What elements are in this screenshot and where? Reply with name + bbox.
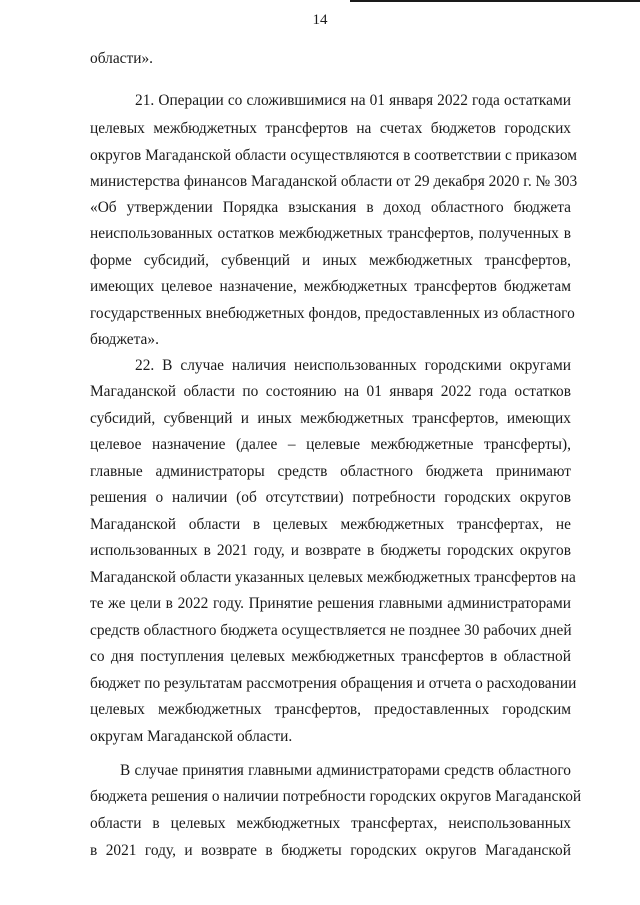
text-line: целевых межбюджетных трансфертов, предоставленных городским [90, 701, 571, 718]
text-line: «Об утверждении Порядка взыскания в доход областного бюджета [90, 199, 571, 216]
text-line: министерства финансов Магаданской области от 29 декабря 2020 г. № 303 [90, 173, 578, 190]
text-line: главные администраторы средств областного бюджета принимают [90, 463, 571, 480]
text-line: области». [90, 50, 153, 67]
text-line: Магаданской области указанных целевых межбюджетных трансфертов на [90, 569, 576, 586]
text-line: бюджета решения о наличии потребности городских округов Магаданской [90, 788, 582, 805]
text-line: Магаданской области по состоянию на 01 января 2022 года остатков [90, 383, 571, 400]
top-rule [350, 0, 640, 2]
text-line: бюджет по результатам рассмотрения обращения и отчета о расходовании [90, 675, 577, 692]
text-line: округов Магаданской области осуществляются в соответствии с приказом [90, 147, 578, 164]
text-line: использованных в 2021 году, и возврате в бюджеты городских округов [90, 542, 571, 559]
text-line: имеющих целевое назначение, межбюджетных трансфертов бюджетам [90, 278, 571, 295]
text-line: со дня поступления целевых межбюджетных трансфертов в областной [90, 648, 571, 665]
text-line: округам Магаданской области. [90, 728, 293, 745]
text-line: те же цели в 2022 году. Принятие решения главными администраторами [90, 595, 571, 612]
page-number: 14 [312, 12, 328, 28]
text-line: Магаданской области в целевых межбюджетных трансфертах, не [90, 516, 571, 533]
text-line: В случае принятия главными администраторами средств областного [120, 762, 571, 779]
text-line: субсидий, субвенций и иных межбюджетных трансфертов, имеющих [90, 410, 571, 427]
text-line: решения о наличии (об отсутствии) потребности городских округов [90, 489, 571, 506]
text-line: целевое назначение (далее – целевые межбюджетные трансферты), [90, 436, 571, 453]
text-line: форме субсидий, субвенций и иных межбюджетных трансфертов, [90, 252, 571, 269]
text-line: неиспользованных остатков межбюджетных трансфертов, полученных в [90, 225, 571, 242]
text-line: в 2021 году, и возврате в бюджеты городских округов Магаданской [90, 842, 571, 859]
text-line: бюджета». [90, 331, 159, 348]
text-line: государственных внебюджетных фондов, предоставленных из областного [90, 305, 575, 322]
text-line: средств областного бюджета осуществляется не позднее 30 рабочих дней [90, 622, 572, 639]
text-line: целевых межбюджетных трансфертов на счетах бюджетов городских [90, 120, 571, 137]
text-line: 22. В случае наличия неиспользованных городскими округами [135, 357, 571, 374]
text-line: 21. Операции со сложившимися на 01 января 2022 года остатками [135, 92, 571, 109]
text-line: области в целевых межбюджетных трансфертах, неиспользованных [90, 815, 571, 832]
